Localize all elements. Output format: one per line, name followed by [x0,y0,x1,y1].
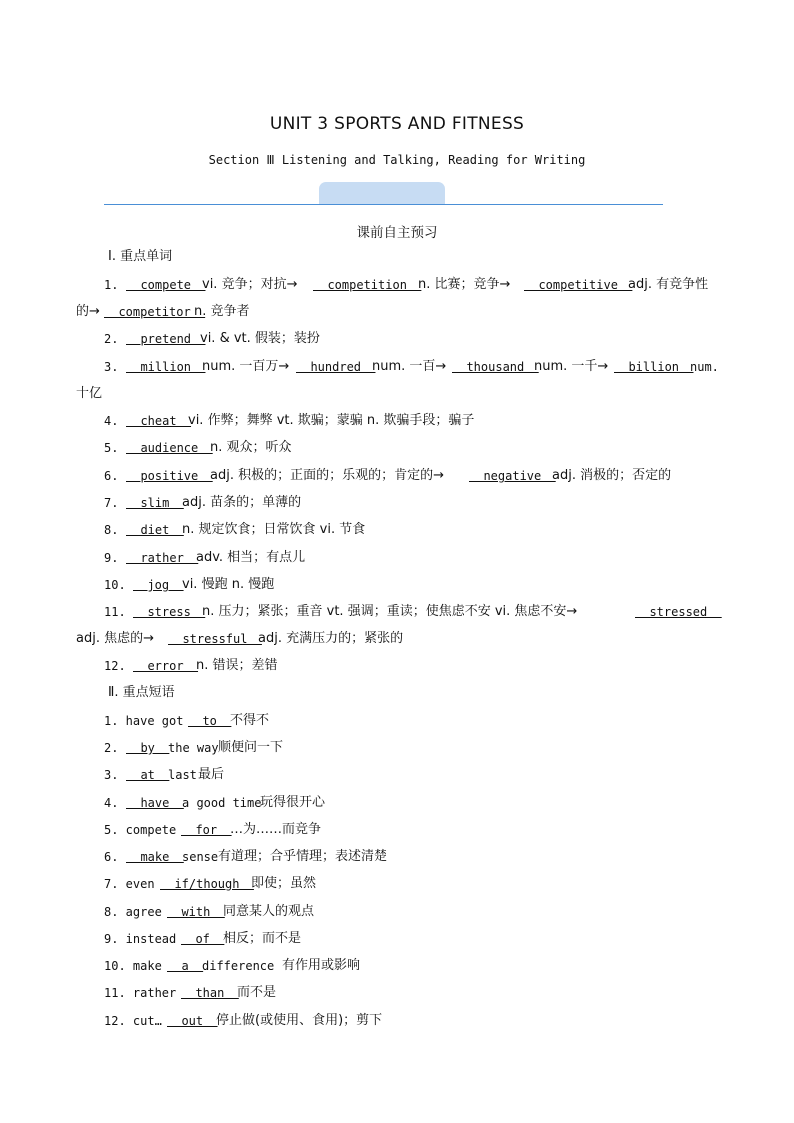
item-text: n. 观众；听众 [210,440,292,455]
answer-blank: at [126,768,170,782]
phrase-item-10 [0,955,794,977]
item-text: num. 一百→ [372,359,447,374]
item-text: adj. 有竞争性 [628,277,709,292]
vocab-item-3 [0,356,794,378]
item-text: adj. 焦虑的→ [76,631,154,646]
item-text: 同意某人的观点 [223,904,315,919]
item-number: 5. [104,441,119,455]
item-text: 停止做(或使用、食用)；剪下 [216,1013,383,1028]
answer-blank: million [126,360,206,374]
item-number: 11. rather [104,986,177,1000]
section-heading: 课前自主预习 [356,225,438,241]
item-text: 有作用或影响 [282,958,361,973]
answer-blank: audience [126,441,213,455]
phrase-item-12 [0,1010,794,1032]
answer-blank: out [167,1014,218,1028]
item-number: 9. [104,551,119,565]
answer-blank: competitor [104,305,206,319]
answer-blank: competitive [524,278,633,292]
answer-blank: than [181,986,239,1000]
answer-blank: competition [313,278,422,292]
part2-heading [0,682,794,704]
answer-blank: cheat [126,414,192,428]
item-text: 的→ [76,304,100,319]
phrase-item-3 [0,764,794,786]
part1-heading [0,246,794,268]
answer-blank: have [126,796,184,810]
item-text: 有道理；合乎情理；表述清楚 [218,849,388,864]
answer-blank: error [133,659,199,673]
vocab-item-10 [0,574,794,596]
item-number: 7. [104,496,119,510]
item-number: 4. [104,796,119,810]
item-text: 顺便问一下 [218,740,284,755]
phrase-item-5 [0,819,794,841]
item-text: sense [182,850,219,864]
section-divider [104,204,663,205]
item-text: 相反；而不是 [223,931,302,946]
item-number: 12. cut… [104,1014,162,1028]
answer-blank: rather [126,551,199,565]
item-text: a good time [182,796,262,810]
item-number: 5. compete [104,823,177,837]
vocab-item-3-cont [0,383,794,405]
item-number: 11. [104,605,126,619]
item-number: 6. [104,469,119,483]
item-text: 而不是 [237,985,277,1000]
item-text: adv. 相当；有点儿 [196,550,306,565]
phrase-item-11 [0,982,794,1004]
item-text: vi. 慢跑 n. 慢跑 [182,577,275,592]
item-text: n. 竞争者 [194,304,250,319]
phrase-item-8 [0,901,794,923]
section-tab-decoration [319,182,445,204]
item-text: 最后 [198,767,225,782]
answer-blank: compete [126,278,206,292]
item-number: 1. [104,278,119,292]
item-text: n. 错误；差错 [196,658,278,673]
item-text: vi. & vt. 假装；装扮 [200,331,320,346]
answer-blank: positive [126,469,213,483]
answer-blank: by [126,741,170,755]
phrase-item-6 [0,846,794,868]
item-text: n. 比赛；竞争→ [418,277,511,292]
item-text: num. 一千→ [534,359,609,374]
item-text: difference [202,959,275,973]
part2-heading-text: Ⅱ. 重点短语 [108,685,175,700]
answer-blank: if/though [160,877,254,891]
item-number: 6. [104,850,119,864]
answer-blank: billion [614,360,694,374]
vocab-item-12 [0,655,794,677]
answer-blank: pretend [126,332,206,346]
phrase-item-1 [0,710,794,732]
item-text: adj. 充满压力的；紧张的 [258,631,404,646]
item-text: 即使；虽然 [251,876,317,891]
phrase-item-2 [0,737,794,759]
vocab-item-8 [0,519,794,541]
item-text: n. 规定饮食；日常饮食 vi. 节食 [182,522,366,537]
answer-blank: hundred [296,360,376,374]
item-text: adj. 消极的；否定的 [552,468,672,483]
item-number: 10. [104,578,126,592]
item-text: vi. 作弊；舞弊 vt. 欺骗；蒙骗 n. 欺骗手段；骗子 [188,413,475,428]
answer-blank: to [188,714,232,728]
item-text: num. 一百万→ [202,359,290,374]
item-number: 8. [104,523,119,537]
answer-blank: slim [126,496,184,510]
answer-blank: make [126,850,184,864]
item-text: n. 压力；紧张；重音 vt. 强调；重读；使焦虑不安 vi. 焦虑不安→ [202,604,578,619]
item-number: 1. have got [104,714,184,728]
vocab-item-7 [0,492,794,514]
item-text: adj. 积极的；正面的；乐观的；肯定的→ [210,468,444,483]
item-number: 2. [104,332,119,346]
item-text: last [168,768,197,782]
phrase-item-9 [0,928,794,950]
item-number: 4. [104,414,119,428]
answer-blank: a [167,959,204,973]
phrase-item-7 [0,873,794,895]
page-subtitle: Section Ⅲ Listening and Talking, Reading for Writing [208,153,586,167]
vocab-item-5 [0,437,794,459]
page-title: UNIT 3 SPORTS AND FITNESS [269,114,525,134]
answer-blank: negative [469,469,556,483]
item-text: 十亿 [76,386,103,401]
vocab-item-9 [0,547,794,569]
item-number: 3. [104,768,119,782]
item-text: adj. 苗条的；单薄的 [182,495,302,510]
vocab-item-11-cont [0,628,794,650]
answer-blank: with [167,905,225,919]
item-number: 8. agree [104,905,162,919]
vocab-item-2 [0,328,794,350]
item-text: the way [168,741,219,755]
item-text: 不得不 [230,713,270,728]
item-text: vi. 竞争；对抗→ [202,277,298,292]
answer-blank: stress [133,605,206,619]
answer-blank: stressful [168,632,262,646]
answer-blank: of [181,932,225,946]
part1-heading-text: Ⅰ. 重点单词 [108,249,173,264]
vocab-item-1-cont [0,301,794,323]
vocab-item-1 [0,274,794,296]
answer-blank: jog [133,578,184,592]
answer-blank: thousand [452,360,539,374]
vocab-item-4 [0,410,794,432]
vocab-item-11 [0,601,794,623]
item-text: …为……而竞争 [230,822,322,837]
item-number: 9. instead [104,932,177,946]
item-number: 2. [104,741,119,755]
answer-blank: diet [126,523,184,537]
answer-blank: for [181,823,232,837]
item-number: 3. [104,360,119,374]
phrase-item-4 [0,792,794,814]
answer-blank: stressed [635,605,722,619]
item-number: 10. make [104,959,162,973]
item-text: 玩得很开心 [260,795,326,810]
item-number: 7. even [104,877,155,891]
vocab-item-6 [0,465,794,487]
item-number: 12. [104,659,126,673]
item-text: num. [690,360,719,374]
